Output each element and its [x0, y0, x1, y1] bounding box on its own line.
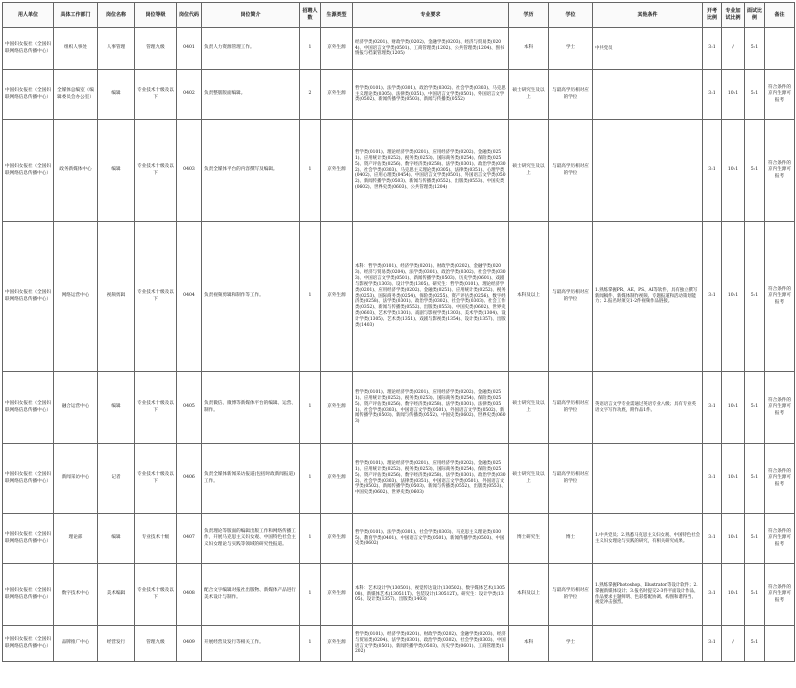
table-cell-dept: 组织人事处 — [54, 28, 98, 70]
table-cell-dept: 全媒体总编室（编辑委员会办公室） — [54, 70, 98, 120]
table-cell-degree: 与最高学历相对应的学位 — [549, 444, 593, 514]
header-dept: 具体工作部门 — [54, 3, 98, 28]
table-cell-ratio-test: 10:1 — [722, 70, 745, 120]
table-cell-unit: 中国妇女报社（全国妇联网络信息传播中心） — [3, 564, 54, 626]
table-cell-intro: 负责全媒体新闻采访报道(包括时政新闻报道)工作。 — [202, 444, 300, 514]
table-cell-edu: 博士研究生 — [509, 514, 549, 564]
table-cell-ratio-exam: 3:1 — [703, 564, 722, 626]
table-cell-ratio-interview: 5:1 — [745, 372, 765, 444]
table-cell-unit: 中国妇女报社（全国妇联网络信息传播中心） — [3, 444, 54, 514]
table-cell-note: 符合条件的京内生源可报考 — [765, 70, 795, 120]
table-cell-ratio-interview: 5:1 — [745, 626, 765, 662]
table-cell-ratio-exam: 3:1 — [703, 222, 722, 372]
table-cell-post: 记者 — [98, 444, 135, 514]
table-row — [3, 626, 795, 662]
recruitment-table — [2, 2, 795, 662]
table-cell-ratio-exam: 3:1 — [703, 28, 722, 70]
table-cell-note: 符合条件的京内生源可报考 — [765, 120, 795, 222]
table-cell-other: 1.中共党员；2.熟悉马克思主义妇女观、中国特色社会主义妇女理论与实践的研究，有相关研究成果。 — [593, 514, 703, 564]
table-cell-source: 京外生源 — [321, 372, 353, 444]
table-cell-other — [593, 444, 703, 514]
header-source: 生源类型 — [321, 3, 353, 28]
table-cell-ratio-test: 10:1 — [722, 120, 745, 222]
table-cell-code: 0404 — [177, 222, 202, 372]
table-cell-post: 编辑 — [98, 70, 135, 120]
table-cell-code: 0403 — [177, 120, 202, 222]
header-ratio-interview: 面试比例 — [745, 3, 765, 28]
header-row — [3, 3, 795, 28]
table-cell-level: 专业技术十级及以下 — [135, 564, 177, 626]
table-cell-source: 京外生源 — [321, 120, 353, 222]
table-cell-num: 1 — [300, 564, 321, 626]
table-cell-other: 1.熟练掌握PR、AE、PS、AI等软件，具有独立撰写新闻稿件、新媒体制作视频、专题报道和活动策划能力；2.报名时须交1-2件视频作品链接。 — [593, 222, 703, 372]
table-cell-ratio-test: 10:1 — [722, 372, 745, 444]
table-cell-ratio-exam: 3:1 — [703, 626, 722, 662]
table-cell-dept: 新闻采访中心 — [54, 444, 98, 514]
table-cell-code: 0402 — [177, 70, 202, 120]
table-cell-ratio-exam: 3:1 — [703, 444, 722, 514]
table-cell-degree: 与最高学历相对应的学位 — [549, 70, 593, 120]
table-cell-post: 经营发行 — [98, 626, 135, 662]
table-cell-num: 1 — [300, 120, 321, 222]
table-cell-unit: 中国妇女报社（全国妇联网络信息传播中心） — [3, 372, 54, 444]
table-cell-ratio-interview: 5:1 — [745, 28, 765, 70]
table-cell-intro: 负责全媒体平台的内容撰写及编辑。 — [202, 120, 300, 222]
header-post: 岗位名称 — [98, 3, 135, 28]
table-cell-ratio-test: 10:1 — [722, 444, 745, 514]
table-cell-major: 本科：艺术设计学(130501)、视觉传达设计(130502)、数字媒体艺术(130508)、新媒体艺术(130511T)、包装设计(130512T)。研究生：设计学类(1305)、设计类(1357)、出版类(1403) — [353, 564, 509, 626]
header-ratio-test: 专业加试比例 — [722, 3, 745, 28]
table-cell-num: 1 — [300, 372, 321, 444]
table-cell-major: 哲学类(0101)、法学类(0301)、政治学类(0302)、社会学类(0303)、马克思主义理论类(0305)、法律类(0351)、中国语言文学类(0501)、外国语言文学类(0502)、新闻传播学类(0503)、新闻与传播类(0552) — [353, 70, 509, 120]
table-cell-post: 编辑 — [98, 372, 135, 444]
table-row — [3, 222, 795, 372]
table-cell-post: 编辑 — [98, 120, 135, 222]
table-cell-note — [765, 28, 795, 70]
table-cell-intro: 负责视频剪辑和制作等工作。 — [202, 222, 300, 372]
table-cell-edu: 本科 — [509, 626, 549, 662]
table-cell-ratio-interview: 5:1 — [745, 514, 765, 564]
table-cell-num: 1 — [300, 444, 321, 514]
header-major: 专业要求 — [353, 3, 509, 28]
table-cell-post: 美术编辑 — [98, 564, 135, 626]
table-cell-major: 哲学类(0101)、理论经济学类(0201)、应用经济学类(0202)、金融类(0251)、应用统计类(0252)、税务类(0253)、国际商务类(0254)、保险类(0255)、资产评估类(0256)、数字经济类(0258)、法学类(0301)、政治学类(0302)、社会学类(0303)、马克思主义理论类(0305)、法律类(0351)、心理学类(0402)、应用心理类(0454)、中国语言文学类(0501)、外国语言文学类(0502)、新闻传播学类(0503)、新闻与传播类(0552)、出版类(0553)、中国史类(0602)、世界史类(0603)、公共管理类(1204) — [353, 120, 509, 222]
table-cell-unit: 中国妇女报社（全国妇联网络信息传播中心） — [3, 222, 54, 372]
table-cell-source: 京外生源 — [321, 70, 353, 120]
table-cell-edu: 本科及以上 — [509, 564, 549, 626]
table-cell-degree: 学士 — [549, 28, 593, 70]
table-cell-source: 京外生源 — [321, 444, 353, 514]
table-cell-code: 0408 — [177, 564, 202, 626]
table-cell-source: 京外生源 — [321, 626, 353, 662]
table-cell-ratio-test: 10:1 — [722, 222, 745, 372]
table-cell-other: 1.熟练掌握Photoshop、Illustrator等设计软件；2.掌握新媒体设计；3.报名时提交2-3件平面设计作品，作品要求主题鲜明、色彩搭配协调、构图和谐得当、视觉冲击强烈。 — [593, 564, 703, 626]
header-level: 岗位等级 — [135, 3, 177, 28]
table-cell-code: 0406 — [177, 444, 202, 514]
table-cell-other — [593, 626, 703, 662]
table-cell-edu: 本科 — [509, 28, 549, 70]
header-degree: 学位 — [549, 3, 593, 28]
table-cell-degree: 学士 — [549, 626, 593, 662]
table-cell-degree: 与最高学历相对应的学位 — [549, 564, 593, 626]
table-row — [3, 70, 795, 120]
table-cell-dept: 政务新媒体中心 — [54, 120, 98, 222]
table-cell-major: 哲学类(0101)、法学类(0301)、社会学类(0303)、马克思主义理论类(0305)、教育学类(0401)、中国语言文学类(0501)、新闻传播学类(0503)、中国史类(0602) — [353, 514, 509, 564]
table-cell-degree: 与最高学历相对应的学位 — [549, 372, 593, 444]
table-cell-major: 本科：哲学类(0101)、经济学类(0201)、财政学类(0202)、金融学类(0203)、经济与贸易类(0204)、法学类(0301)、政治学类(0302)、社会学类(0303)、中国语言文学类(0501)、新闻传播学类(0503)、历史学类(0601)、戏剧与影视学类(1303)、设计学类(1305)。研究生：哲学类(0101)、理论经济学类(0201)、应用经济学类(0202)、金融类(0251)、应用统计类(0252)、税务类(0253)、国际商务类(0254)、保险类(0255)、资产评估类(0256)、数字经济类(0258)、法学类(0301)、政治学类(0302)、社会学类(0303)、社会工作类(0352)、新闻与传播类(0552)、出版类(0553)、中国史类(0602)、世界史类(0603)、艺术学类(1301)、戏剧与影视学类(1303)、美术学类(1304)、设计学类(1305)、艺术类(1351)、戏剧与影视类(1354)、设计类(1357)、出版类(1403) — [353, 222, 509, 372]
table-cell-major: 经济学类(0201)、财政学类(0202)、金融学类(0203)、经济与贸易类(0204)、中国语言文学类(0501)、工商管理类(1202)、公共管理类(1204)、图书情报与档案管理类(1205) — [353, 28, 509, 70]
table-cell-level: 专业技术十级及以下 — [135, 444, 177, 514]
table-cell-ratio-interview: 5:1 — [745, 70, 765, 120]
table-cell-level: 专业技术十级及以下 — [135, 70, 177, 120]
table-cell-ratio-test: / — [722, 28, 745, 70]
table-cell-level: 专业技术十级及以下 — [135, 372, 177, 444]
table-cell-note: 符合条件的京内生源可报考 — [765, 222, 795, 372]
table-cell-unit: 中国妇女报社（全国妇联网络信息传播中心） — [3, 70, 54, 120]
table-cell-post: 编辑 — [98, 514, 135, 564]
table-cell-num: 1 — [300, 626, 321, 662]
table-row — [3, 514, 795, 564]
table-cell-level: 管理九级 — [135, 28, 177, 70]
table-cell-edu: 硕士研究生及以上 — [509, 444, 549, 514]
table-cell-note: 符合条件的京内生源可报考 — [765, 444, 795, 514]
table-cell-note: 符合条件的京内生源可报考 — [765, 514, 795, 564]
table-cell-edu: 本科及以上 — [509, 222, 549, 372]
table-cell-degree: 博士 — [549, 514, 593, 564]
table-cell-unit: 中国妇女报社（全国妇联网络信息传播中心） — [3, 626, 54, 662]
table-row — [3, 372, 795, 444]
table-cell-dept: 数字技术中心 — [54, 564, 98, 626]
table-cell-level: 专业技术十级及以下 — [135, 120, 177, 222]
table-cell-ratio-exam: 3:1 — [703, 70, 722, 120]
header-note: 备注 — [765, 3, 795, 28]
table-cell-degree: 与最高学历相对应的学位 — [549, 222, 593, 372]
header-ratio-exam: 开考比例 — [703, 3, 722, 28]
table-cell-dept: 品牌推广中心 — [54, 626, 98, 662]
table-cell-post: 视频剪辑 — [98, 222, 135, 372]
table-cell-code: 0409 — [177, 626, 202, 662]
table-row — [3, 120, 795, 222]
table-cell-num: 1 — [300, 514, 321, 564]
table-cell-degree: 与最高学历相对应的学位 — [549, 120, 593, 222]
table-cell-major: 哲学类(0101)、理论经济学类(0201)、应用经济学类(0202)、金融类(0251)、应用统计类(0252)、税务类(0253)、国际商务类(0254)、保险类(0255)、资产评估类(0256)、数字经济类(0258)、法学类(0301)、法律类(0351)、社会学类(0303)、中国语言文学类(0501)、外国语言文学类(0502)、新闻传播学类(0503)、新闻与传播类(0552)、中国史类(0602)、世界史类(0603) — [353, 372, 509, 444]
table-cell-other — [593, 120, 703, 222]
table-row — [3, 28, 795, 70]
header-unit: 用人单位 — [3, 3, 54, 28]
table-row — [3, 564, 795, 626]
table-cell-intro: 开展经营及发行等相关工作。 — [202, 626, 300, 662]
header-edu: 学历 — [509, 3, 549, 28]
table-cell-num: 1 — [300, 222, 321, 372]
table-cell-intro: 负责人力资源管理工作。 — [202, 28, 300, 70]
table-cell-level: 专业技术十级及以下 — [135, 222, 177, 372]
header-intro: 岗位简介 — [202, 3, 300, 28]
table-cell-edu: 硕士研究生及以上 — [509, 120, 549, 222]
header-code: 岗位代码 — [177, 3, 202, 28]
table-cell-source: 京外生源 — [321, 564, 353, 626]
table-cell-ratio-interview: 5:1 — [745, 564, 765, 626]
table-cell-intro: 配合文字编辑对报社出版物、新媒体产品进行美术设计与制作。 — [202, 564, 300, 626]
table-cell-num: 2 — [300, 70, 321, 120]
table-cell-post: 人事管理 — [98, 28, 135, 70]
table-cell-major: 哲学类(0101)、理论经济学类(0201)、应用经济学类(0202)、金融类(0251)、应用统计类(0252)、税务类(0253)、国际商务类(0254)、保险类(0255)、资产评估类(0256)、数字经济类(0258)、法学类(0301)、政治学类(0302)、社会学类(0303)、法律类(0351)、中国语言文学类(0501)、外国语言文学类(0502)、新闻传播学类(0503)、新闻与传播类(0552)、出版类(0553)、中国史类(0602)、世界史类(0603) — [353, 444, 509, 514]
table-cell-ratio-interview: 5:1 — [745, 444, 765, 514]
table-cell-code: 0401 — [177, 28, 202, 70]
table-cell-dept: 融合运营中心 — [54, 372, 98, 444]
table-cell-level: 专业技术十级 — [135, 514, 177, 564]
table-cell-other: 英语语言文学专业需通过英语专业八级；具有专业英语文字写作功底，附作品1件。 — [593, 372, 703, 444]
table-cell-ratio-exam: 3:1 — [703, 120, 722, 222]
table-cell-ratio-interview: 5:1 — [745, 120, 765, 222]
table-cell-num: 1 — [300, 28, 321, 70]
table-cell-ratio-test: 10:1 — [722, 514, 745, 564]
table-cell-other — [593, 70, 703, 120]
table-cell-unit: 中国妇女报社（全国妇联网络信息传播中心） — [3, 120, 54, 222]
table-cell-source: 京外生源 — [321, 28, 353, 70]
header-num: 招聘人数 — [300, 3, 321, 28]
table-cell-source: 京外生源 — [321, 514, 353, 564]
table-cell-intro: 负责整版版面编辑。 — [202, 70, 300, 120]
table-cell-unit: 中国妇女报社（全国妇联网络信息传播中心） — [3, 514, 54, 564]
table-cell-ratio-exam: 3:1 — [703, 514, 722, 564]
table-cell-dept: 理论部 — [54, 514, 98, 564]
table-cell-ratio-exam: 3:1 — [703, 372, 722, 444]
table-cell-dept: 网络运营中心 — [54, 222, 98, 372]
table-cell-intro: 负责理论等版面的编辑出版工作和网络传播工作，开展马克思主义妇女观、中国特色社会主义妇女理论与实践等领域的研究性报道。 — [202, 514, 300, 564]
table-cell-unit: 中国妇女报社（全国妇联网络信息传播中心） — [3, 28, 54, 70]
table-cell-code: 0405 — [177, 372, 202, 444]
table-cell-note — [765, 626, 795, 662]
table-cell-other: 中共党员 — [593, 28, 703, 70]
table-row — [3, 444, 795, 514]
table-cell-code: 0407 — [177, 514, 202, 564]
table-cell-major: 哲学类(0101)、经济学类(0201)、财政学类(0202)、金融学类(0203)、经济与贸易类(0204)、法学类(0301)、政治学类(0302)、社会学类(0303)、中国语言文学类(0501)、新闻传播学类(0503)、历史学类(0601)、工商管理类(1202) — [353, 626, 509, 662]
table-cell-ratio-test: 10:1 — [722, 564, 745, 626]
header-other: 其他条件 — [593, 3, 703, 28]
table-cell-level: 管理九级 — [135, 626, 177, 662]
table-cell-edu: 硕士研究生及以上 — [509, 70, 549, 120]
table-cell-intro: 负责微信、微博等新媒体平台的编辑、运营、制作。 — [202, 372, 300, 444]
table-cell-note: 符合条件的京内生源可报考 — [765, 564, 795, 626]
table-cell-ratio-interview: 5:1 — [745, 222, 765, 372]
table-cell-edu: 硕士研究生及以上 — [509, 372, 549, 444]
table-cell-ratio-test: / — [722, 626, 745, 662]
table-cell-source: 京外生源 — [321, 222, 353, 372]
table-cell-note: 符合条件的京内生源可报考 — [765, 372, 795, 444]
